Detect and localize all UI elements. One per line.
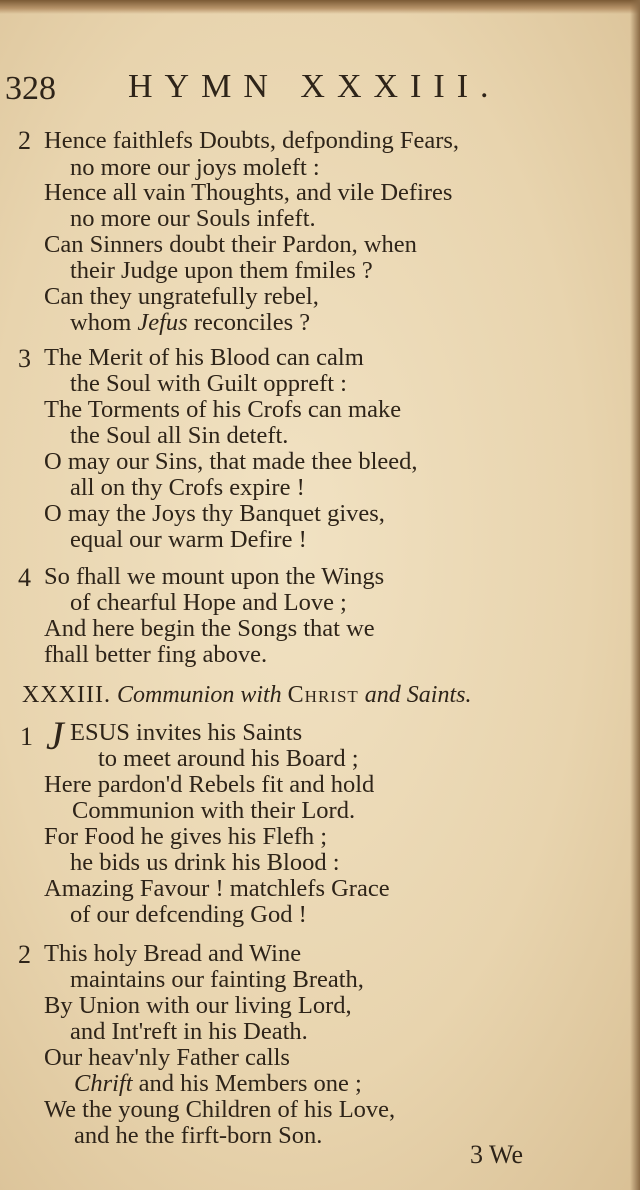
verse-text: reconciles ? [187, 309, 311, 336]
verse-line: Our heav'nly Father calls [44, 1044, 290, 1071]
verse-italic: Jefus [137, 309, 188, 336]
verse-line: and Int'reft in his Death. [70, 1018, 308, 1045]
stanza-number: 3 [18, 344, 31, 373]
verse-line: to meet around his Board ; [98, 745, 359, 772]
verse-line: Amazing Favour ! matchlefs Grace [44, 875, 390, 902]
verse-line: Hence all vain Thoughts, and vile Defires [44, 179, 453, 206]
page-header [0, 68, 640, 108]
verse-text: whom [70, 309, 138, 336]
verse-line: the Soul all Sin deteft. [70, 422, 289, 449]
verse-line: ESUS invites his Saints [70, 719, 303, 746]
stanza-number: 2 [18, 126, 31, 155]
verse-line: of chearful Hope and Love ; [70, 589, 347, 616]
stanza-number: 2 [18, 940, 31, 969]
title-smallcaps: Christ [287, 682, 359, 708]
page-right-edge [630, 0, 640, 1190]
verse-line [74, 1072, 362, 1097]
drop-capital: J [46, 713, 64, 758]
verse-line: We the young Children of his Love, [44, 1096, 396, 1123]
stanza-number: 1 [20, 722, 33, 751]
running-head: HYMN XXXIII. [128, 68, 501, 105]
page-top-edge [0, 0, 640, 14]
verse-line: This holy Bread and Wine [44, 940, 302, 967]
verse-line: And here begin the Songs that we [44, 615, 375, 642]
hymn-title [22, 682, 471, 709]
verse-line: and he the firft-born Son. [74, 1122, 323, 1149]
verse-line: no more our joys moleft : [70, 154, 320, 181]
verse-line [70, 311, 310, 336]
verse-italic: Chrift [74, 1070, 133, 1097]
verse-line: O may our Sins, that made thee bleed, [44, 448, 418, 475]
verse-line: their Judge upon them fmiles ? [70, 257, 373, 284]
verse-text: and his Members one ; [132, 1070, 362, 1097]
title-italic: Communion with [116, 682, 282, 708]
verse-line: no more our Souls infeft. [70, 205, 316, 232]
verse-line: O may the Joys thy Banquet gives, [44, 500, 385, 527]
verse-line: Here pardon'd Rebels fit and hold [44, 771, 375, 798]
page-number: 328 [5, 70, 56, 107]
verse-line: fhall better fing above. [44, 641, 268, 668]
hymn-number: XXXIII. [22, 682, 111, 708]
catchword: 3 We [470, 1140, 524, 1169]
verse-line: maintains our fainting Breath, [70, 966, 364, 993]
verse-line: By Union with our living Lord, [44, 992, 352, 1019]
verse-line: Hence faithlefs Doubts, defponding Fears, [44, 127, 460, 154]
verse-line: he bids us drink his Blood : [70, 849, 340, 876]
verse-line: all on thy Crofs expire ! [70, 474, 305, 501]
stanza-number: 4 [18, 563, 31, 592]
verse-line: of our defcending God ! [70, 901, 307, 928]
verse-line: equal our warm Defire ! [70, 526, 307, 553]
verse-line: Communion with their Lord. [72, 797, 356, 824]
verse-line: The Torments of his Crofs can make [44, 396, 402, 423]
verse-line: Can they ungratefully rebel, [44, 283, 319, 310]
verse-line: Can Sinners doubt their Pardon, when [44, 231, 417, 258]
verse-line: The Merit of his Blood can calm [44, 344, 364, 371]
verse-line: So fhall we mount upon the Wings [44, 563, 385, 590]
verse-line: For Food he gives his Flefh ; [44, 823, 328, 850]
title-italic: and Saints. [364, 682, 472, 708]
verse-line: the Soul with Guilt oppreft : [70, 370, 347, 397]
